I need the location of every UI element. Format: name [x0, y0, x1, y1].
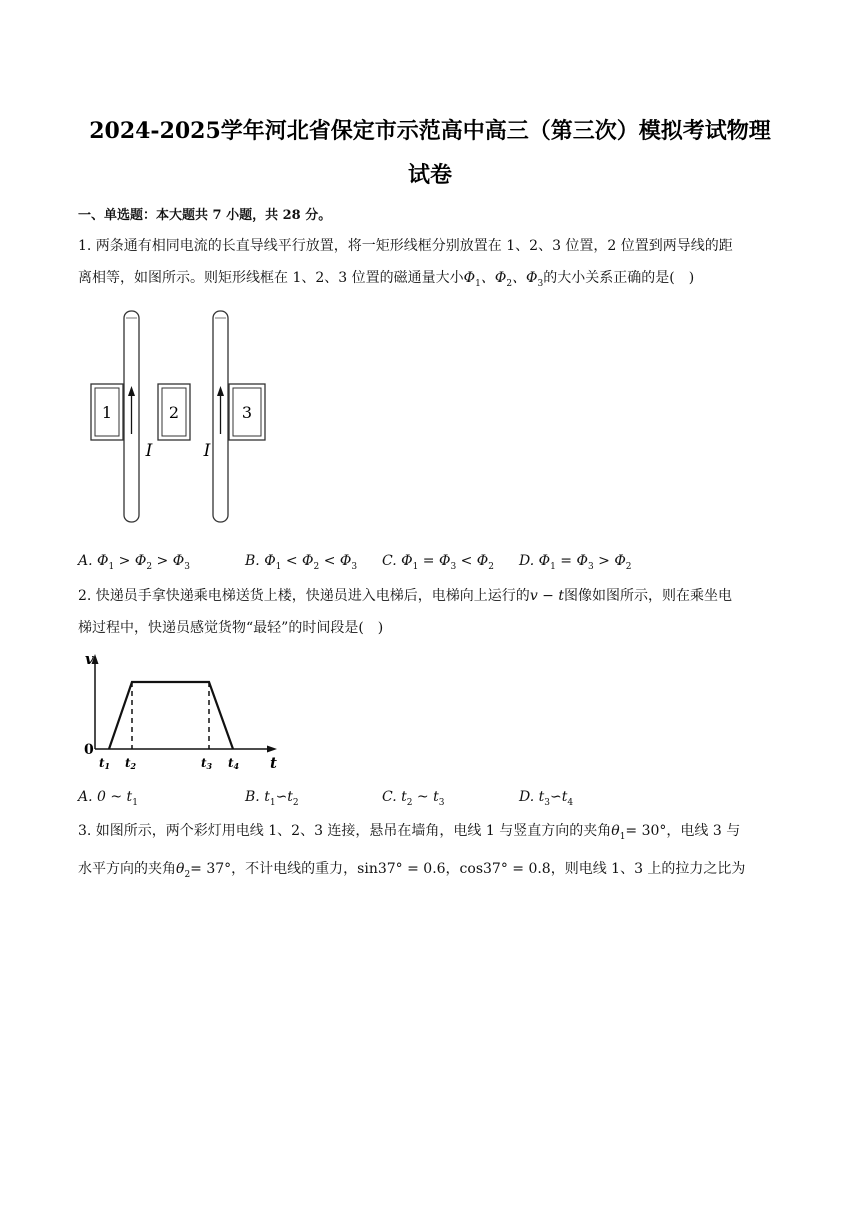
q1-option-a[interactable]: A. $\Phi_1 > \Phi_2 > \Phi_3$	[78, 553, 190, 572]
q2-option-b[interactable]: B. $t_1∽t_2$	[245, 789, 299, 808]
q2-option-a[interactable]: A. 0 ~ $t_1$	[78, 789, 138, 808]
q2-stem-line1: 2. 快递员手拿快递乘电梯送货上楼，快递员进入电梯后，电梯向上运行的v − t图像如图所示，则在乘坐电	[78, 588, 732, 604]
exam-title-line2: 试卷	[407, 162, 452, 188]
q1-option-b[interactable]: B. $\Phi_1 < \Phi_2 < \Phi_3$	[245, 553, 358, 572]
section-heading: 一、单选题：本大题共 7 小题，共 28 分。	[78, 208, 332, 223]
frame-1-label: 1	[101, 403, 113, 422]
q1-figure	[86, 306, 286, 528]
q2-stem	[78, 580, 783, 644]
tick-label-t1: t1	[99, 756, 111, 771]
origin-label: 0	[84, 742, 94, 758]
q3-stem	[78, 815, 783, 891]
q2-option-d[interactable]: D. $t_3∽t_4$	[519, 789, 574, 808]
q2-option-c[interactable]: C. $t_2$ ~ $t_3$	[382, 789, 445, 808]
q1-stem-line2: 离相等，如图所示。则矩形线框在 1、2、3 位置的磁通量大小$\Phi_1$、$\Phi_2$、$\Phi_3$的大小关系正确的是( )	[78, 270, 695, 289]
current-label-left: I	[145, 441, 153, 461]
vt-curve	[109, 682, 233, 749]
phi-symbols: $\Phi_1$、$\Phi_2$、$\Phi_3$	[463, 270, 544, 289]
q2-stem-line2: 梯过程中，快递员感觉货物“最轻”的时间段是( )	[78, 620, 384, 636]
t-axis-label: t	[270, 754, 277, 772]
q3-stem-line1: 3. 如图所示，两个彩灯用电线 1、2、3 连接，悬吊在墙角，电线 1 与竖直方向的夹角$\theta_1= 30^\circ$，电线 3 与	[78, 823, 741, 842]
current-label-right: I	[203, 441, 211, 461]
frame-3-label: 3	[241, 403, 253, 422]
tick-label-t2: t2	[125, 756, 137, 771]
v-axis-label: v	[85, 650, 94, 668]
q3-stem-line2: 水平方向的夹角$\theta_2= 37^\circ$，不计电线的重力，sin37° = 0.6，cos37° = 0.8，则电线 1、3 上的拉力之比为	[78, 860, 746, 880]
theta2-symbol: $\theta_2$	[176, 860, 191, 880]
frame-2-label: 2	[168, 403, 180, 422]
tick-label-t3: t3	[201, 756, 213, 771]
theta1-symbol: $\theta_1$	[611, 823, 626, 842]
vt-symbol: v − t	[529, 588, 564, 604]
q1-option-c[interactable]: C. $\Phi_1 = \Phi_3 < \Phi_2$	[382, 553, 495, 572]
q2-vt-graph	[80, 648, 280, 772]
exam-title-line1: 2024-2025学年河北省保定市示范高中高三（第三次）模拟考试物理	[89, 118, 771, 144]
q1-option-d[interactable]: D. $\Phi_1 = \Phi_3 > \Phi_2$	[519, 553, 632, 572]
q1-stem	[78, 230, 783, 300]
tick-label-t4: t4	[228, 756, 240, 771]
q1-stem-line1: 1. 两条通有相同电流的长直导线平行放置，将一矩形线框分别放置在 1、2、3 位置，2 位置到两导线的距	[78, 238, 733, 254]
